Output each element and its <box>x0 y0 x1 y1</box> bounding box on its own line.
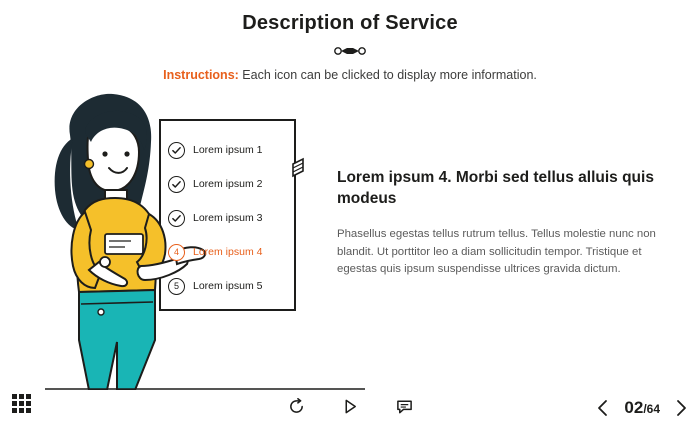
instructions-label: Instructions: <box>163 68 239 82</box>
list-item-label: Lorem ipsum 3 <box>193 212 263 224</box>
detail-panel <box>337 168 657 279</box>
checklist <box>168 133 298 303</box>
number-circle-icon: 5 <box>168 278 185 295</box>
replay-icon[interactable] <box>284 394 308 418</box>
chevron-right-icon[interactable] <box>674 399 688 417</box>
list-item[interactable] <box>168 201 298 235</box>
list-item[interactable] <box>168 133 298 167</box>
page-title: Description of Service <box>242 12 458 34</box>
title-divider-ornament <box>0 42 700 60</box>
comment-icon[interactable] <box>392 394 416 418</box>
instructions-text: Each icon can be clicked to display more information. <box>238 68 537 82</box>
list-item-selected[interactable] <box>168 235 298 269</box>
pagination <box>596 398 688 418</box>
check-circle-icon <box>168 210 185 227</box>
detail-heading: Lorem ipsum 4. Morbi sed tellus alluis quis modeus <box>337 169 654 207</box>
list-item-label: Lorem ipsum 4 <box>193 246 263 258</box>
list-item-label: Lorem ipsum 2 <box>193 178 263 190</box>
check-circle-icon <box>168 142 185 159</box>
total-pages: /64 <box>643 402 660 416</box>
number-circle-icon: 4 <box>168 244 185 261</box>
list-item[interactable] <box>168 269 298 303</box>
chevron-left-icon[interactable] <box>596 399 610 417</box>
current-page: 02 <box>624 398 644 417</box>
check-circle-icon <box>168 176 185 193</box>
play-icon[interactable] <box>338 394 362 418</box>
playback-controls <box>0 394 700 418</box>
page-indicator <box>624 398 660 418</box>
list-item-label: Lorem ipsum 1 <box>193 144 263 156</box>
list-item[interactable] <box>168 167 298 201</box>
instructions-line <box>0 68 700 82</box>
detail-body: Phasellus egestas tellus rutrum tellus. Tellus molestie nunc non blandit. Ut porttitor leo a diam sollicitudin tempor. Tristique et egestas quis ipsum suspendisse ultrices gravida dictum. <box>337 227 656 276</box>
list-item-label: Lorem ipsum 5 <box>193 280 263 292</box>
